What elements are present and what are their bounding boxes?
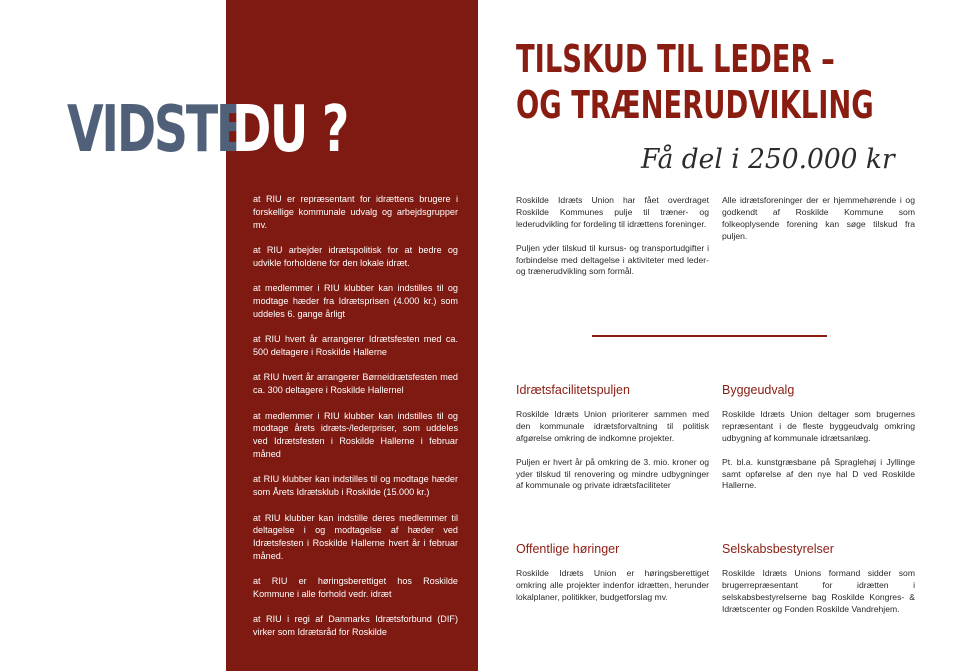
- fact-item: at RIU klubber kan indstille deres medlemmer til deltagelse i og modtagelse af hæder ved Idrætsfesten i Roskilde Hallerne hvert år i februar måned.: [253, 512, 458, 561]
- intro-column-right: [722, 195, 915, 255]
- section-paragraph: Puljen er hvert år på omkring de 3. mio. kroner og yder tilskud til renovering og mindre udbygninger af kommunale og private idrætsfaciliteter: [516, 456, 709, 491]
- section-paragraph: Roskilde Idræts Unions formand sidder som brugerrepræsentant for idrætten i selskabsbestyrelserne bag Roskilde Kongres- & Idrætscenter og Fonden Roskilde Vandrehjem.: [722, 568, 915, 614]
- headline-line-2: OG TRÆNERUDVIKLING: [516, 83, 874, 127]
- fact-item: at RIU arbejder idrætspolitisk for at bedre og udvikle forholdene for den lokale idræt.: [253, 244, 458, 268]
- fact-item: at medlemmer i RIU klubber kan indstilles til og modtage årets idræts-/lederpriser, som uddeles ved Idrætsfesten i Roskilde Hallerne i februar måned: [253, 410, 458, 459]
- intro-column-left: [516, 195, 709, 290]
- section-title: Idrætsfacilitetspuljen: [516, 383, 630, 397]
- section-paragraph: Pt. bl.a. kunstgræsbane på Spraglehøj i Jyllinge samt opførelse af den nye hal D ved Roskilde Hallerne.: [722, 456, 915, 491]
- fact-item: at RIU hvert år arrangerer Idrætsfesten med ca. 500 deltagere i Roskilde Hallerne: [253, 334, 458, 357]
- section-paragraph: Roskilde Idræts Union prioriterer sammen med den kommunale idrætsforvaltning til politisk afgørelse omkring de indkomne projekter.: [516, 409, 709, 443]
- section-paragraph: Roskilde Idræts Union deltager som brugernes repræsentant i de fleste byggeudvalg omkring udbygning af kommunale idrætsanlæg.: [722, 409, 915, 443]
- intro-paragraph: Alle idrætsforeninger der er hjemmehørende i og godkendt af Roskilde Kommune som folkeoplysende forening kan søge tilskud fra puljen.: [722, 195, 915, 241]
- fact-item: at RIU hvert år arrangerer Børneidrætsfesten med ca. 300 deltagere i Roskilde Hallernel: [253, 372, 458, 396]
- fact-item: at RIU er repræsentant for idrættens brugere i forskellige kommunale udvalg og arbejdsgrupper mv.: [253, 194, 458, 230]
- intro-paragraph: Puljen yder tilskud til kursus- og transportudgifter i forbindelse med deltagelse i aktiviteter med leder- og trænerudvikling som formål.: [516, 242, 709, 277]
- fact-item: at medlemmer i RIU klubber kan indstilles til og modtage hæder fra Idrætsprisen (4.000 kr.) som uddeles 6. gange årligt: [253, 283, 458, 319]
- fact-item: at RIU klubber kan indstilles til og modtage hæder som Årets Idrætsklub i Roskilde (15.000 kr.): [253, 474, 458, 498]
- vidste-title: VIDSTE: [67, 93, 247, 167]
- section-title: Offentlige høringer: [516, 542, 620, 556]
- section-byggeudvalg: [722, 382, 915, 504]
- facts-list: [253, 193, 458, 652]
- section-idraetsfacilitetspuljen: [516, 382, 709, 504]
- fact-item: at RIU i regi af Danmarks Idrætsforbund (DIF) virker som Idrætsråd for Roskilde: [253, 614, 458, 638]
- fact-item: at RIU er høringsberettiget hos Roskilde Kommune i alle forhold vedr. idræt: [253, 576, 458, 600]
- section-title: Selskabsbestyrelser: [722, 542, 834, 556]
- intro-paragraph: Roskilde Idræts Union har fået overdraget Roskilde Kommunes pulje til træner- og lederudvikling for fordeling til idrættens foreninger.: [516, 195, 709, 229]
- subheadline: Få del i 250.000 kr: [641, 144, 895, 175]
- section-title: Byggeudvalg: [722, 383, 795, 397]
- section-selskabsbestyrelser: [722, 541, 915, 628]
- section-offentlige-horinger: [516, 541, 709, 616]
- headline-line-1: TILSKUD TIL LEDER –: [516, 37, 835, 81]
- section-divider: [592, 335, 827, 337]
- section-paragraph: Roskilde Idræts Union er høringsberettiget omkring alle projekter indenfor idrætten, herunder lokalplaner, politikker, budgetforslag mv.: [516, 568, 709, 602]
- page-headline: [516, 36, 874, 128]
- du-title: DU ?: [232, 93, 348, 167]
